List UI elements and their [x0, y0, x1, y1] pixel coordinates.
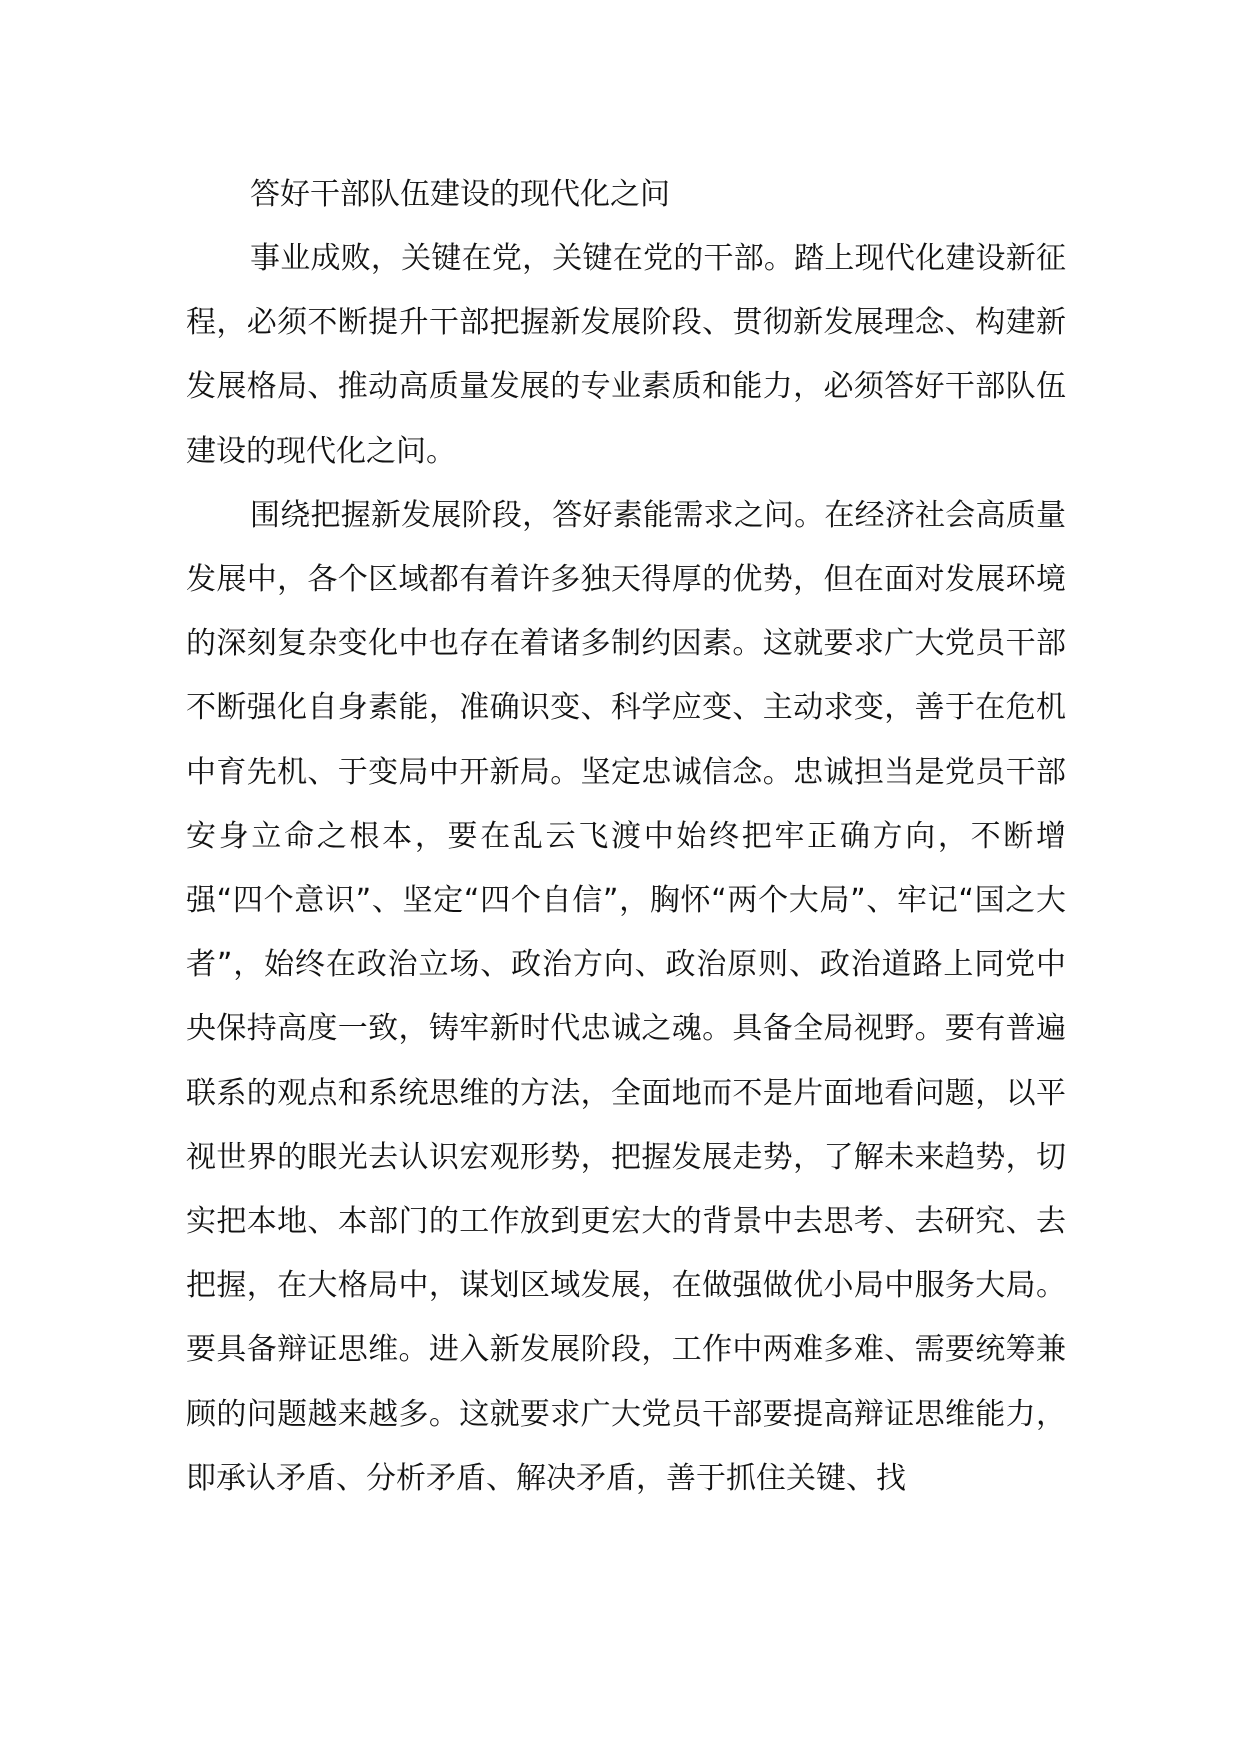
- paragraph-main: 围绕把握新发展阶段，答好素能需求之问。在经济社会高质量发展中，各个区域都有着许多独天得厚的优势，但在面对发展环境的深刻复杂变化中也存在着诸多制约因素。这就要求广大党员干部不断强化自身素能，准确识变、科学应变、主动求变，善于在危机中育先机、于变局中开新局。坚定忠诚信念。忠诚担当是党员干部安身立命之根本，要在乱云飞渡中始终把牢正确方向，不断增强“四个意识”、坚定“四个自信”，胸怀“两个大局”、牢记“国之大者”，始终在政治立场、政治方向、政治原则、政治道路上同党中央保持高度一致，铸牢新时代忠诚之魂。具备全局视野。要有普遍联系的观点和系统思维的方法，全面地而不是片面地看问题，以平视世界的眼光去认识宏观形势，把握发展走势，了解未来趋势，切实把本地、本部门的工作放到更宏大的背景中去思考、去研究、去把握，在大格局中，谋划区域发展，在做强做优小局中服务大局。要具备辩证思维。进入新发展阶段，工作中两难多难、需要统筹兼顾的问题越来越多。这就要求广大党员干部要提高辩证思维能力，即承认矛盾、分析矛盾、解决矛盾，善于抓住关键、找: [186, 497, 1066, 1496]
- document-title: 答好干部队伍建设的现代化之问: [250, 177, 670, 212]
- paragraph-intro: 事业成败，关键在党，关键在党的干部。踏上现代化建设新征程，必须不断提升干部把握新发展阶段、贯彻新发展理念、构建新发展格局、推动高质量发展的专业素质和能力，必须答好干部队伍建设的现代化之问。: [186, 241, 1066, 469]
- document-body: [186, 163, 1066, 1511]
